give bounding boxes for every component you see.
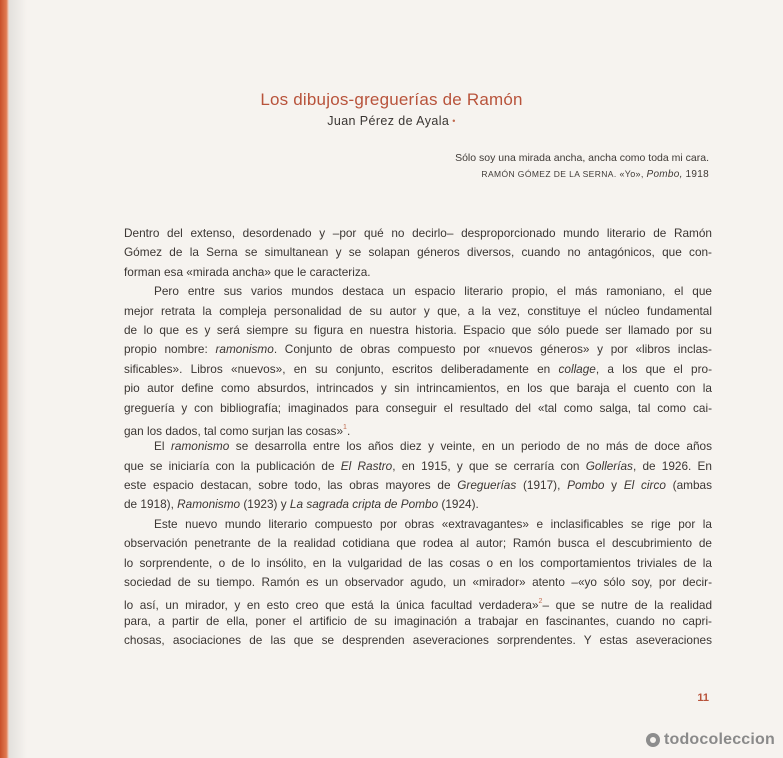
italic-title: El Rastro [340, 458, 393, 473]
italic-term: ramonismo [170, 439, 230, 454]
text-run: . Conjunto de obras compuesto por «nuevos géneros» y por «libros inclas- [273, 342, 712, 357]
watermark-text: todocoleccion [663, 731, 775, 748]
watermark [585, 727, 775, 753]
body-line: sociedad de su tiempo. Ramón es un observador agudo, un «mirador» atento –«yo sólo soy, por decir- [124, 575, 712, 590]
body-line [124, 437, 712, 456]
epigraph-source-book: Pombo, [646, 169, 683, 180]
author-name: Juan Pérez de Ayala [327, 114, 450, 128]
italic-term: ramonismo [215, 342, 274, 357]
text-run: este espacio destacan, sobre todo, las obras mayores de [124, 478, 458, 493]
body-line: chosas, asociaciones de las que se desprenden aseveraciones sorprendentes. Y estas aseveraciones [124, 633, 712, 648]
body-line [124, 418, 712, 437]
italic-title: Greguerías [457, 478, 517, 493]
text-run: sificables». Libros «nuevos», en su conjunto, escritos deliberadamente en [124, 361, 559, 376]
body-line [124, 592, 712, 611]
body-line: mejor retrata la compleja personalidad de su autor y que, a la vez, constituye el núcleo fundamental [124, 303, 712, 318]
text-run: se desarrolla entre los años diez y veinte, en un periodo de no más de doce años [229, 439, 712, 454]
italic-title: El circo [623, 478, 666, 493]
text-run: (1924). [438, 497, 479, 512]
text-run: propio nombre: [124, 342, 216, 357]
italic-term: collage [558, 361, 596, 376]
body-line: greguería y con bibliografía; imaginados para conseguir el resultado del «tal como salga, tal como cai- [124, 400, 712, 415]
todocoleccion-logo-icon [646, 733, 660, 747]
body-line [124, 495, 712, 514]
body-line: observación penetrante de la realidad cotidiana que rodea al autor; Ramón busca el descubrimiento de [124, 536, 712, 551]
italic-title: Ramonismo [177, 497, 241, 512]
text-run: (ambas [665, 478, 712, 493]
italic-title: La sagrada cripta de Pombo [289, 497, 439, 512]
body-line [124, 457, 712, 476]
body-line [124, 340, 712, 359]
epigraph-source-essay: «Yo», [619, 169, 644, 179]
text-run: , de 1926. En [632, 458, 712, 473]
body-line [124, 476, 712, 495]
italic-title: Gollerías [585, 458, 633, 473]
body-line: Gómez de la Serna se simultanean y se solapan géneros diversos, cuando no antagónicos, que con- [124, 245, 712, 260]
text-run: y [604, 478, 624, 493]
body-line: Pero entre sus varios mundos destaca un espacio literario propio, el más ramoniano, el que [154, 284, 712, 299]
epigraph-source-year: 1918 [685, 169, 709, 180]
text-run: de 1918), [124, 497, 178, 512]
text-run: – que se nutre de la realidad [542, 598, 713, 613]
article-body [124, 224, 712, 651]
text-run: (1923) y [240, 497, 290, 512]
body-line: forman esa «mirada ancha» que le caracteriza. [124, 264, 371, 279]
epigraph-quote: Sólo soy una mirada ancha, ancha como toda mi cara. [455, 152, 709, 164]
article-author [0, 114, 783, 128]
page-number: 11 [697, 692, 709, 704]
text-run: lo así, un mirador, y en esto creo que está la única facultad verdadera» [124, 598, 539, 613]
text-run: . [346, 423, 351, 438]
italic-title: Pombo [567, 478, 605, 493]
footnote-ref-2[interactable]: 2 [538, 598, 543, 606]
text-run: (1917), [516, 478, 568, 493]
body-line: para, a partir de ella, poner el artificio de su imaginación a trabajar en fascinantes, cuando no capri- [124, 613, 712, 628]
body-line: lo sorprendente, o de lo insólito, en la vulgaridad de las cosas o en los comportamientos triviales de la [124, 555, 712, 570]
text-run: El [154, 439, 171, 454]
epigraph-source [455, 166, 709, 183]
body-line: Este nuevo mundo literario compuesto por obras «extravagantes» e inclasificables se rige por la [154, 516, 712, 531]
text-run: que se iniciaría con la publicación de [124, 458, 341, 473]
text-run: gan los dados, tal como surjan las cosas» [124, 423, 344, 438]
body-line: Dentro del extenso, desordenado y –por qué no decirlo– desproporcionado mundo literario de Ramón [124, 226, 712, 240]
text-run: , a los que el pro- [595, 361, 712, 376]
body-line: pio autor define como absurdos, intrincados y sin intrincamientos, en los que baraja el cuento con la [124, 381, 712, 396]
epigraph-source-author: RAMÓN GÓMEZ DE LA SERNA. [481, 169, 617, 179]
footnote-ref-1[interactable]: 1 [343, 423, 347, 431]
body-line: de lo que es y será siempre su figura en nuestra historia. Espacio que sólo puede ser llamado por su [124, 322, 712, 337]
article-title: Los dibujos-greguerías de Ramón [260, 90, 523, 109]
epigraph [455, 150, 709, 183]
text-run: , en 1915, y que se cerraría con [392, 458, 586, 473]
author-marker: • [452, 116, 456, 126]
body-line [124, 360, 712, 379]
